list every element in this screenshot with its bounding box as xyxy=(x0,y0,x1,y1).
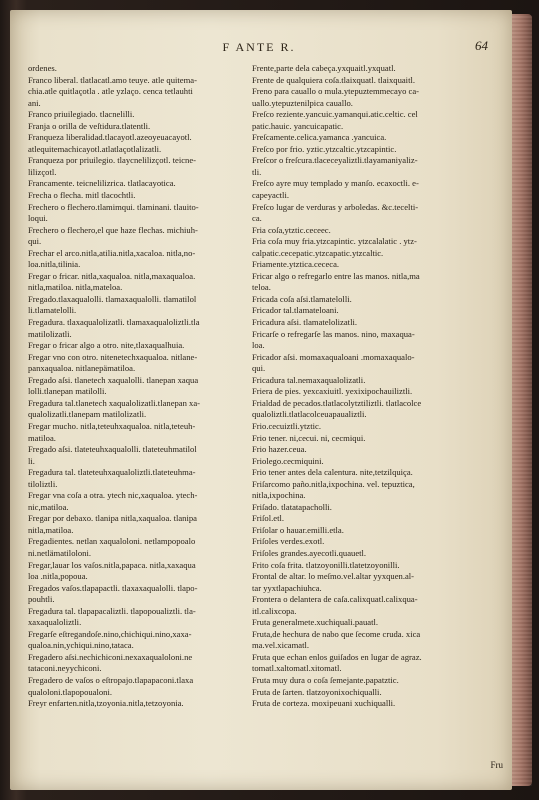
text-line: ca. xyxy=(252,213,262,224)
text-line: ni.netlämatiloloni. xyxy=(28,547,92,558)
text-line: Fregadura tal. tlateteuhxaqualoliztli.tlateteuhma- xyxy=(28,467,196,478)
text-line: Friera de pies. yexcaxiuitl. yexixipochauiliztli. xyxy=(252,386,413,397)
text-line: loa. xyxy=(252,340,265,351)
text-line: Fricadura aſsi. tlamatelolizatli. xyxy=(252,317,357,328)
text-line: Fruta muy dura o coſa ſemejante.papatztic. xyxy=(252,674,399,685)
text-line: Freyr enfarten.nitla,tzoyonia.nitla,tetzoyonia. xyxy=(28,698,184,709)
text-line: Frechero o flechero,el que haze flechas. michiuh- xyxy=(28,224,198,235)
text-line: loa.nitla,tilinia. xyxy=(28,259,81,270)
text-line: Frialdad de pecados.tlatlacolytztiliztli. tlatlacolce xyxy=(252,397,422,408)
text-line: Fricadura tal.nemaxaqualolizatli. xyxy=(252,374,366,385)
text-line: Fricar algo o refregarlo entre las manos. nitla,ma xyxy=(252,270,420,281)
text-line: patic.hauic. yancuicapatic. xyxy=(252,120,344,131)
text-line: Frontera o delantera de caſa.calixquatl.calixqua- xyxy=(252,594,418,605)
text-line: ordenes. xyxy=(28,63,57,73)
text-line: Friſado. tlatatapacholli. xyxy=(252,501,332,512)
text-line: capeyactli. xyxy=(252,190,289,201)
text-line: tli. xyxy=(252,166,262,177)
text-line: Franja o orilla de veſtidura.tlatentli. xyxy=(28,120,151,131)
text-line: Freſco por frio. yztic.ytzcaltic.ytzcapintic. xyxy=(252,143,397,154)
text-line: Franqueza liberalidad.tlacayotl.azeoyeuacayotl. xyxy=(28,132,192,143)
text-line: Friſolar o hauar.emilli.etla. xyxy=(252,524,344,535)
text-line: tar yyxtlapachiuhca. xyxy=(252,582,322,593)
right-column xyxy=(252,63,474,710)
book-page-edge xyxy=(512,14,532,786)
text-line: itl.calixcopa. xyxy=(252,605,297,616)
text-line: Frechero o flechero.tlamimqui. tlaminani. tlauito- xyxy=(28,201,199,212)
text-line: Fria coſa,ytztic.ceceec. xyxy=(252,224,331,235)
text-line: Frio tener. ni,cecui. ni, cecmiqui. xyxy=(252,432,366,443)
text-line: Frio hazer.ceua. xyxy=(252,444,307,455)
text-line: lolli.tlanepan matilolli. xyxy=(28,386,107,397)
text-line: Friſoles verdes.exotl. xyxy=(252,536,325,547)
text-line: li. xyxy=(28,455,35,466)
text-line: Fregadero de vaſos o eſtropajo.tlapapaconi.tlaxa xyxy=(28,674,194,685)
text-line: ani. xyxy=(28,97,41,108)
text-line: Fregado.tlaxaqualolli. tlamaxaqualolli. tlamatilol xyxy=(28,293,197,304)
text-line: Fricada coſa aſsi.tlamatelolli. xyxy=(252,293,352,304)
text-line: ma.vel.xicamatl. xyxy=(252,640,310,651)
text-line: Fregadientes. netlan xaqualoloni. netlampopoalo xyxy=(28,536,196,547)
text-line: Fruta generalmete.xuchiquali.pauatl. xyxy=(252,617,378,628)
text-line: atlequitemachicayotl.atlatlaçotlalizatli. xyxy=(28,143,162,154)
text-line: calpatic.cecepatic.ytzcapatic.ytzcaltic. xyxy=(252,247,384,258)
text-line: matiloa. xyxy=(28,432,56,443)
text-line: Freſcor o freſcura.tlaceceyaliztli.tlayamaniyaliz- xyxy=(252,155,418,166)
text-line: Fregar o fricar algo a otro. nite,tlaxaqualhuia. xyxy=(28,340,185,351)
text-line: Franqueza por priuilegio. tlaycnelilizçotl. teicne- xyxy=(28,155,196,166)
text-line: Frito coſa frita. tlatzoyonilli.tlatetzoyonilli. xyxy=(252,559,400,570)
text-line: Freſco ayre muy templado y manſo. ecaxoctli. e- xyxy=(252,178,419,189)
text-line: qui. xyxy=(252,363,266,374)
text-line: qualoa.nin,ychiqui.nino,tataca. xyxy=(28,640,134,651)
text-line: teloa. xyxy=(252,282,271,293)
text-line: Frente de qualquiera coſa.tlaixquatl. tlaixquaitl. xyxy=(252,74,415,85)
text-line: Fregado aſsi. tlateteuhxaqualolli. tlateteuhmatilol xyxy=(28,444,197,455)
text-line: Fregadero aſsi.nechichiconi.nexaxaqualoloni.ne xyxy=(28,651,193,662)
text-line: Francamente. teicnelilizrica. tlatlacayotica. xyxy=(28,178,176,189)
running-head: F ANTE R. xyxy=(222,40,296,54)
text-line: Frontal de altar. lo meſmo.vel.altar yyxquen.al- xyxy=(252,571,415,582)
text-line: Fregarſe eſtregandoſe.nino,chichiqui.nino,xaxa- xyxy=(28,628,192,639)
text-line: Fregadura tal. tlapapacaliztli. tlapopoualiztli. tla- xyxy=(28,605,196,616)
text-line: loa .nitla,popoua. xyxy=(28,571,88,582)
text-line: matilolizatli. xyxy=(28,328,72,339)
text-line: Fregar mucho. nitla,teteuhxaqualoa. nitla,teteuh- xyxy=(28,420,196,431)
text-line: Freſcamente.celica.yamanca .yancuica. xyxy=(252,132,387,143)
text-line: Friamente.ytztica.cececa. xyxy=(252,259,340,270)
text-line: nitla,matiloa. xyxy=(28,524,74,535)
text-line: panxaqualoa. nitlanepämatiloa. xyxy=(28,363,136,374)
text-line: qui. xyxy=(28,236,42,247)
text-line: Freno para cauallo o mula.ytepuztemmecayo ca- xyxy=(252,86,420,97)
text-line: Fruta de ſarten. tlatzoyonixochiqualli. xyxy=(252,686,382,697)
text-line: Fregadura tal.tlanetech xaqualolizatli.tlanepan xa- xyxy=(28,397,201,408)
text-line: Fricador aſsi. momaxaqualoani .momaxaqualo- xyxy=(252,351,415,362)
text-line: qualoliztli.tlatlacolceuapaualiztli. xyxy=(252,409,367,420)
text-line: nitla,ixpochina. xyxy=(252,490,306,501)
text-line: Fruta que echan enlos guiſados en lugar de agraz. xyxy=(252,651,422,662)
text-line: Fregar,lauar los vaſos.nitla,papaca. nitla,xaxaqua xyxy=(28,559,196,570)
text-line: xaxaqualoliztli. xyxy=(28,617,82,628)
text-line: Fricarſe o refregarſe las manos. nino, maxaqua- xyxy=(252,328,415,339)
text-line: Freſco reziente.yancuic.yamanqui.atic.celtic. cel xyxy=(252,109,418,120)
text-line: lilizçotl. xyxy=(28,166,57,177)
text-line: qualolizatli.tlanepam matilolizatli. xyxy=(28,409,147,420)
page-header xyxy=(24,40,494,62)
text-line: uallo.ytepuztenilpica cauallo. xyxy=(252,97,353,108)
text-line: Fruta de corteza. moxipeuani xuchiqualli. xyxy=(252,698,396,709)
text-line: Fregado aſsi. tlanetech xaqualolli. tlanepan xaqua xyxy=(28,374,199,385)
text-line: Fricador tal.tlamateloani. xyxy=(252,305,339,316)
text-line: Fregar o fricar. nitla,xaqualoa. nitla,maxaqualoa. xyxy=(28,270,196,281)
text-line: Fruta,de hechura de nabo que ſecome cruda. xica xyxy=(252,628,421,639)
text-line: Fria coſa muy fria.ytzcapintic. ytzcalalatic . ytz- xyxy=(252,236,417,247)
text-line: tataconi.neyychiconi. xyxy=(28,663,102,674)
text-line: Frente,parte dela cabeça.yxquaitl.yxquatl. xyxy=(252,63,396,73)
text-line: li.tlamatelolli. xyxy=(28,305,77,316)
text-line: Fregadura. tlaxaqualolizatli. tlamaxaqualoliztli.tla xyxy=(28,317,200,328)
text-line: Friolego.cecmiquini. xyxy=(252,455,324,466)
text-line: Friſarcomo paño.nitla,ixpochina. vel. tepuztica, xyxy=(252,478,415,489)
text-line: loqui. xyxy=(28,213,48,224)
text-line: Friſoles grandes.ayecotli.quauetl. xyxy=(252,547,367,558)
text-line: Frio tener antes dela calentura. nite,tetzilquiça. xyxy=(252,467,413,478)
text-line: chia.atle quitlaçotla . atle yzlaço. cenca tetlauhti xyxy=(28,86,193,97)
text-line: Fregar vna coſa a otra. ytech nic,xaqualoa. ytech- xyxy=(28,490,198,501)
text-line: Fregar por debaxo. tlanipa nitla,xaqualoa. tlanipa xyxy=(28,513,197,524)
catchword: Fru xyxy=(490,760,503,770)
page-number: 64 xyxy=(475,38,488,53)
text-line: nic,matiloa. xyxy=(28,501,69,512)
text-line: Franco liberal. tlatlacatl.amo teuye. atle quitema- xyxy=(28,74,197,85)
left-column xyxy=(28,63,245,710)
text-line: pouhtli. xyxy=(28,594,55,605)
text-line: Frio.cecuiztli.ytztic. xyxy=(252,420,321,431)
text-line: Frechar el arco.nitla,atilia.nitla,xacaloa. nitla,no- xyxy=(28,247,196,258)
text-line: nitla,matiloa. nitla,mateloa. xyxy=(28,282,123,293)
text-line: Frecha o flecha. mitl tlacochtli. xyxy=(28,190,136,201)
text-line: Franco priuilegiado. tlacnelilli. xyxy=(28,109,135,120)
page-edge-texture xyxy=(512,14,532,786)
text-line: tiloliztli. xyxy=(28,478,58,489)
text-line: qualoloni.tlapopoualoni. xyxy=(28,686,113,697)
text-line: Friſol.etl. xyxy=(252,513,284,524)
text-line: Fregados vaſos.tlapapactli. tlaxaxaqualolli. tlapo- xyxy=(28,582,198,593)
text-line: Freſco lugar de verduras y arboledas. &c.tecelti- xyxy=(252,201,419,212)
text-line: Fregar vno con otro. nitenetechxaqualoa. nitlane- xyxy=(28,351,198,362)
text-line: tomatl.xaltomatl.xitomatl. xyxy=(252,663,342,674)
